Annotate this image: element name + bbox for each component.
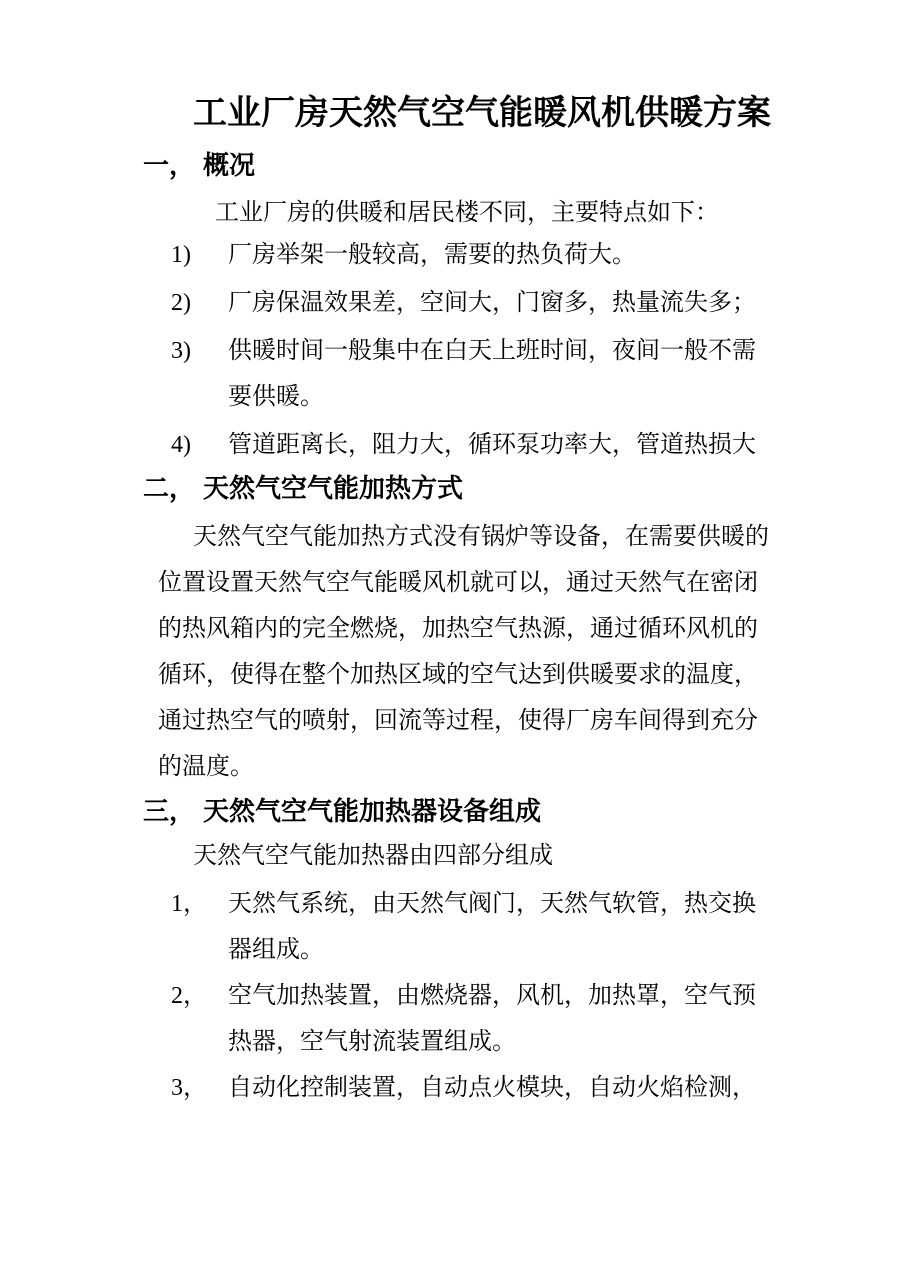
paragraph-line: 天然气空气能加热器由四部分组成 bbox=[193, 843, 553, 869]
list-marker: 2， bbox=[171, 983, 207, 1009]
list-item-line: 管道距离长，阻力大，循环泵功率大，管道热损大 bbox=[228, 432, 756, 458]
list-item-line: 厂房举架一般较高，需要的热负荷大。 bbox=[228, 242, 636, 268]
list-item bbox=[171, 881, 920, 973]
section-title: 天然气空气能加热器设备组成 bbox=[203, 797, 542, 826]
list-item bbox=[171, 280, 920, 326]
paragraph-line: 位置设置天然气空气能暖风机就可以，通过天然气在密闭 bbox=[158, 570, 758, 596]
list-item-line: 天然气系统，由天然气阀门，天然气软管，热交换 bbox=[228, 891, 756, 917]
list-item bbox=[171, 232, 920, 278]
section-number: 二， bbox=[143, 474, 196, 503]
list-marker: 2) bbox=[171, 290, 191, 316]
list-item bbox=[171, 422, 920, 468]
paragraph bbox=[0, 514, 920, 790]
list-item bbox=[171, 328, 920, 420]
list-item-line: 空气加热装置，由燃烧器，风机，加热罩，空气预 bbox=[228, 983, 756, 1009]
section-heading-1 bbox=[143, 143, 920, 189]
list-item-line: 要供暖。 bbox=[228, 384, 324, 410]
list-marker: 1) bbox=[171, 242, 191, 268]
list-marker: 4) bbox=[171, 432, 191, 458]
paragraph-line: 天然气空气能加热方式没有锅炉等设备，在需要供暖的 bbox=[193, 524, 769, 550]
paragraph-line: 通过热空气的喷射，回流等过程，使得厂房车间得到充分 bbox=[158, 708, 758, 734]
list-marker: 1， bbox=[171, 891, 207, 917]
section-number: 一， bbox=[143, 151, 196, 180]
paragraph-line: 循环，使得在整个加热区域的空气达到供暖要求的温度， bbox=[158, 662, 758, 688]
list-item bbox=[171, 1065, 920, 1111]
paragraph-line: 工业厂房的供暖和居民楼不同，主要特点如下： bbox=[215, 200, 719, 226]
list-item bbox=[171, 973, 920, 1065]
list-item-line: 厂房保温效果差，空间大，门窗多，热量流失多； bbox=[228, 290, 756, 316]
paragraph-line: 的热风箱内的完全燃烧，加热空气热源，通过循环风机的 bbox=[158, 616, 758, 642]
list-item-line: 供暖时间一般集中在白天上班时间，夜间一般不需 bbox=[228, 338, 756, 364]
section-number: 三， bbox=[143, 797, 196, 826]
section-heading-2 bbox=[143, 466, 920, 512]
list-marker: 3) bbox=[171, 338, 191, 364]
list-marker: 3， bbox=[171, 1075, 207, 1101]
paragraph bbox=[0, 833, 920, 879]
section-title: 概况 bbox=[203, 151, 256, 180]
section-heading-3 bbox=[143, 789, 920, 835]
section-title: 天然气空气能加热方式 bbox=[203, 474, 464, 503]
paragraph bbox=[0, 190, 920, 236]
document-title: 工业厂房天然气空气能暖风机供暖方案 bbox=[193, 95, 771, 132]
paragraph-line: 的温度。 bbox=[158, 754, 254, 780]
list-item-line: 热器，空气射流装置组成。 bbox=[228, 1029, 516, 1055]
list-item-line: 自动化控制装置，自动点火模块，自动火焰检测， bbox=[228, 1075, 756, 1101]
list-item-line: 器组成。 bbox=[228, 937, 324, 963]
